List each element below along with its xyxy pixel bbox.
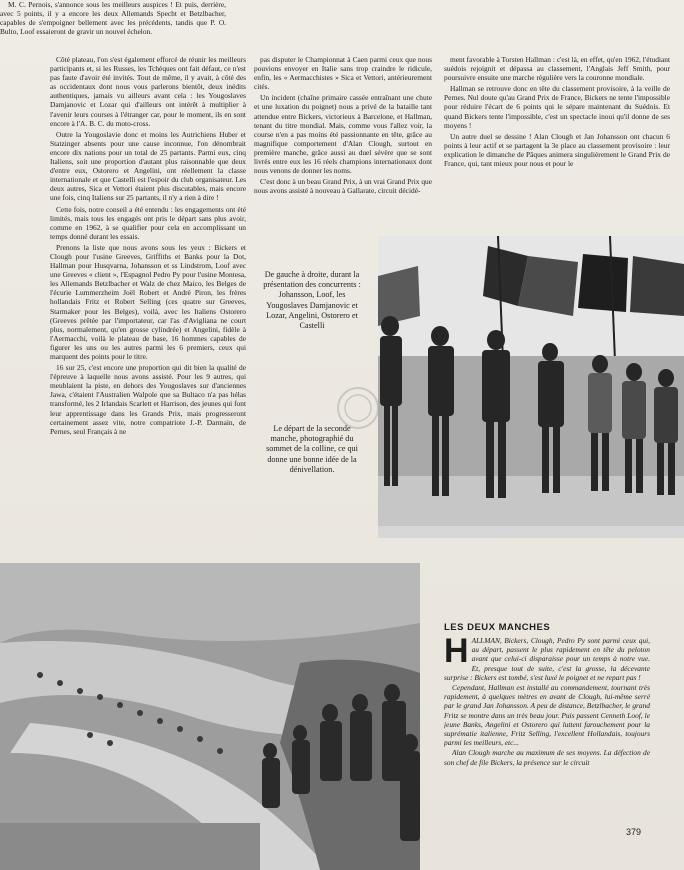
drop-cap: H	[444, 636, 469, 670]
paragraph: Prenons la liste que nous avons sous les yeux : Bickers et Clough pour l'usine Greeves, Griffiths et Banks pour la Dot, Hallman pour Husqvarna, Johansson et ss Lindstrom, Loof avec une Greeves « client », l'Espagnol Pedro Py pour l'usine Montesa, les Allemands Betzlbacher et Walz de chez Maico, les Belges de l'écurie Lummerzheim Joël Robert et André Piron, les frères hollandais Fritz et Robert Selling (ces quatre sur Greeves, Starmaker pour les Belges), voilà, avec les Italiens Ostorero (Greeves prêtée par l'importateur, car l'as d'Avigliana ne court plus, normalement, qu'en grosse cylindrée) et Angelini, fidèle à l'Aermacchi, voilà le plateau de base, 16 hommes capables de figurer les uns ou les autres parmi les 6 premiers, ceux qui marquent des points pour le titre.	[50, 242, 246, 361]
riders-presentation-photo	[378, 236, 684, 538]
paragraph: C'est donc à un beau Grand Prix, à un vrai Grand Prix que nous avons assisté à nouveau à Gallarate, circuit décidé-	[254, 177, 432, 196]
article-column-5	[444, 636, 650, 816]
page-number: 379	[626, 827, 642, 837]
section-heading: LES DEUX MANCHES	[444, 622, 551, 633]
paragraph: Cependant, Hallman est installé au commandement, tournant très rapidement, à quelques mètres en avant de Clough, lui-même serré par le grand Jan Johansson. A peu de distance, Betzlbacher, le grand Fritz se montre dans un très beau jour. Puis passent Cenneth Loof, le jeune Banks, Angelini et Ostorero qui luttent farouchement pour la suprématie italienne, Fritz Selling, l'excellent Hollandais, toujours parmi les meilleurs, etc...	[444, 683, 650, 748]
paragraph: pas disputer le Championnat à Caen parmi ceux que nous pouvions envoyer en Italie sans trop craindre le ridicule, enfin, les « Aermacchistes » Sica et Vettori, antérieurement cités.	[254, 55, 432, 92]
crowd-photo-illustration	[0, 563, 420, 870]
paragraph: Cette fois, notre conseil a été entendu : les engagements ont été limités, mais tous les engagés ont pris le départ sans plus avoir, comme en 1962, à se qualifier pour cela en accomplissant un temps donné durant les essais.	[50, 204, 246, 241]
race-start-photo	[0, 563, 420, 870]
paragraph: Un incident (chaîne primaire cassée entraînant une chute et une luxation du poignet) nous a privé de la bataille tant attendue entre Bickers, victorieux à Barcelone, et Hallman, tenant du titre mondial. Mais, comme vous l'allez voir, la course n'en a pas moins été passionnante en tête, grâce au magnifique comportement d'Alan Clough, surtout en première manche, grâce aussi au duel sévère que se sont livrés entre eux les 16 réels champions internationaux dont nous venons de donner les noms.	[254, 93, 432, 176]
paragraph: Hallman se retrouve donc en tête du classement provisoire, à la veille de Pernes. Nul doute qu'au Grand Prix de France, Bickers ne tente l'impossible pour réduire l'écart de 6 points qui le sépare maintenant du Suédois. Et quand Bickers tente l'impossible, c'est un spectacle inoui qu'il donne de ses moyens !	[444, 84, 670, 130]
article-column-1	[50, 55, 246, 557]
paragraph: Côté plateau, l'on s'est également efforcé de réunir les meilleurs participants et, si les Russes, les Tchèques ont fait défaut, ce n'est pas faute d'avoir été invités. Tout de même, il y avait, à côté des as occidentaux dont nous vous parlerons bientôt, deux inédits authentiques, jamais vu ailleurs avant cela : les Yougoslaves Damjanovic et Lozar qui d'ailleurs ont intérêt à multiplier à l'avenir leurs courses à l'étranger car, pour le moment, ils en sont encore à l'A. B. C. du moto-cross.	[50, 55, 246, 128]
paragraph: Outre la Yougoslavie donc et moins les Autrichiens Huber et Statzinger absents pour une cause inconnue, l'on dénombrait encore dix nations pour un total de 25 partants. Parmi eux, cinq Italiens, soit une proportion d'autant plus raisonnable que deux d'entre eux, Ostorero et Angelini, ont réellement la classe internationale et que Castelli est l'espoir du club organisateur. Les deux autres, Sica et Vettori étaient plus discutables, mais encore une fois, cinq Italiens sur 25 partants, il n'y a rien à dire !	[50, 129, 246, 203]
article-column-2	[254, 55, 432, 255]
riders-photo-illustration	[378, 236, 684, 538]
paragraph: 16 sur 25, c'est encore une proportion qui dit bien la qualité de l'épreuve à laquelle nous avons assisté. Pour les 9 autres, qui meublaient la piste, en dehors des Yougoslaves sur d'anciennes Jawa, c'étaient l'Australien Walpole que sa Bultaco n'a pas hélas transformé, les 2 Irlandais Scarlett et Harrison, des jeunes qui font leur apprentissage dans les Grands Prix, mais progresseront certainement assez vite, notre compatriote J.-P. Darmain, de Pernes, seul Français à ne	[50, 363, 246, 436]
photo-caption-start: Le départ de la seconde manche, photographié du sommet de la colline, ce qui donne une bonne idée de la dénivellation.	[266, 424, 358, 474]
paragraph: Un autre duel se dessine ! Alan Clough et Jan Johansson ont chacun 6 points à leur actif et se partagent la 3e place au classement provisoire : leur explication le dimanche de Pâques animera singulièrement le Grand Prix de France, qui, tant mieux pour nous et pour le	[444, 131, 670, 169]
article-column-4	[0, 0, 226, 36]
article-column-3	[444, 55, 670, 237]
paragraph: Alan Clough marche au maximum de ses moyens. La défection de son chef de file Bickers, la présence sur le circuit	[444, 748, 650, 767]
paragraph: ALLMAN, Bickers, Clough, Pedro Py sont parmi ceux qui, au départ, passent le plus rapidement en tête du peloton avant que celui-ci disparaisse pour un temps à notre vue. Et, presque tout de suite, c'est la grosse, la décevante surprise : Bickers est tombé, s'est luxé le poignet et ne repart pas !	[444, 636, 650, 682]
paragraph: M. C. Pernois, s'annonce sous les meilleurs auspices ! Et puis, derrière, avec 5 points, il y a encore les deux Allemands Specht et Betzlbacher, capables de s'empoigner bellement avec les précédents, tandis que P. O. Bulto, Loof essaieront de gravir un nouvel échelon.	[0, 0, 226, 37]
photo-caption-riders: De gauche à droite, durant la présentation des concurrents : Johansson, Loof, les Yougoslaves Damjanovic et Lozar, Angelini, Ostorero et Castelli	[263, 270, 361, 331]
paragraph: ment favorable à Torsten Hallman : c'est là, en effet, qu'en 1962, l'étudiant suédois rejoignit et dépassa au classement, l'Anglais Jeff Smith, pour poursuivre ensuite une marche régulière vers la couronne mondiale.	[444, 55, 670, 83]
watermark-stamp	[336, 384, 380, 432]
